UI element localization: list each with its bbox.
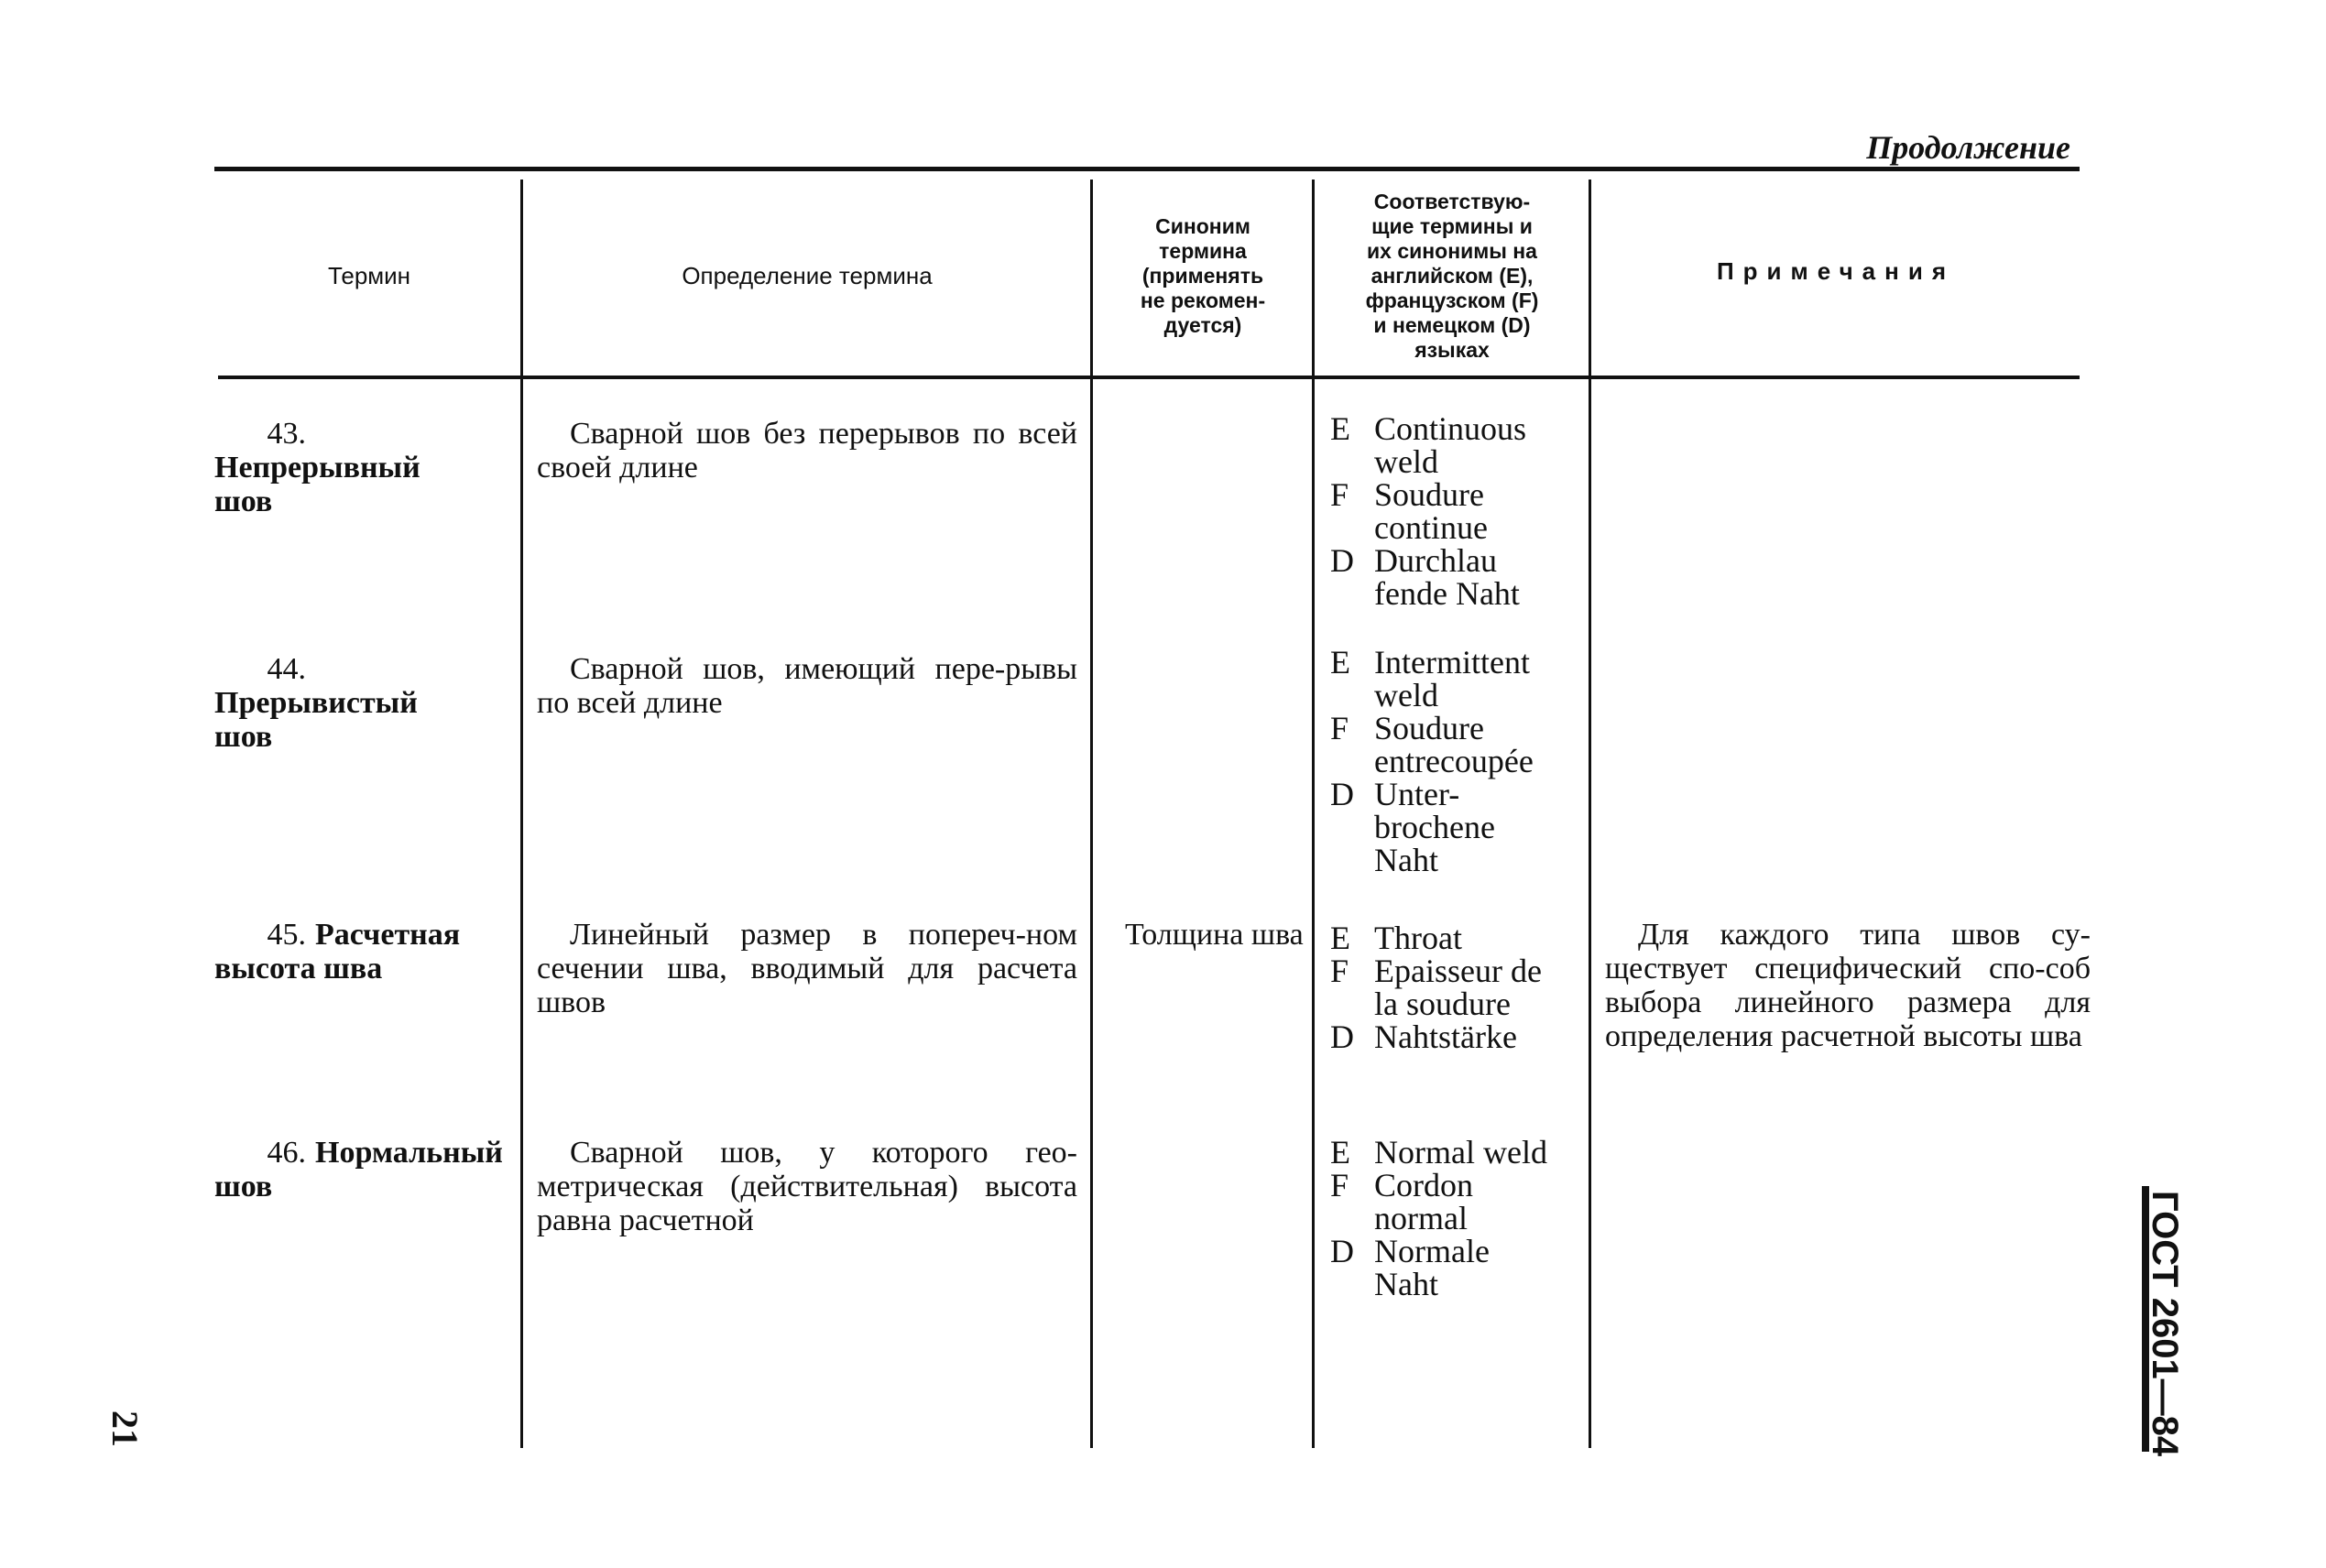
header-definition: Определение термина (682, 261, 933, 289)
lang-code: F (1330, 476, 1349, 513)
term-definition: Линейный размер в попереч-ном сечении шва, вводимый для расчета швов (537, 918, 1077, 1019)
equivalent-text: Intermittent weld (1374, 644, 1530, 713)
equivalent-text: Unter- brochene Naht (1374, 776, 1495, 878)
table-row-term (214, 1136, 509, 1203)
equivalent-text: Normal weld (1374, 1134, 1547, 1171)
equivalent-text: Epaisseur de la soudure (1374, 953, 1542, 1022)
term-number: 46. (267, 1136, 306, 1170)
standard-code: ГОСТ 2601—84 (2145, 1191, 2185, 1457)
column-divider-3 (1312, 180, 1315, 1448)
lang-code: E (1330, 1134, 1350, 1171)
term-name-cont: шов (214, 1170, 273, 1203)
page-number: 21 (104, 1410, 146, 1447)
column-divider-4 (1589, 180, 1591, 1448)
header-synonym: Синоним термина (применять не рекомен- дуется) (1140, 213, 1266, 337)
equivalent-text: Durchlau fende Naht (1374, 542, 1520, 612)
term-name: Непрерывный (214, 451, 420, 485)
term-name: Расчетная (315, 918, 461, 952)
term-equivalents (1330, 646, 1587, 877)
term-number: 44. (267, 652, 306, 686)
table-top-rule (214, 167, 2080, 171)
equivalent-text: Throat (1374, 920, 1462, 956)
term-definition: Сварной шов без перерывов по всей своей длине (537, 417, 1077, 485)
term-note: Для каждого типа швов су-ществует специфический спо-соб выбора линейного размера для определения расчетной высоты шва (1605, 918, 2091, 1053)
term-equivalents (1330, 412, 1587, 610)
lang-code: E (1330, 410, 1350, 447)
lang-code: D (1330, 1233, 1354, 1269)
term-synonym: Толщина шва (1125, 918, 1304, 952)
table-row-term (214, 652, 509, 754)
lang-code: D (1330, 776, 1354, 812)
term-number: 43. (267, 417, 306, 451)
header-term: Термин (327, 261, 411, 289)
equivalent-text: Continuous weld (1374, 410, 1527, 480)
term-definition: Сварной шов, имеющий пере-рывы по всей длине (537, 652, 1077, 720)
term-definition: Сварной шов, у которого гео-метрическая (действительная) высота равна расчетной (537, 1136, 1077, 1237)
header-notes: Примечания (1716, 256, 1955, 285)
term-equivalents (1330, 1136, 1587, 1301)
column-divider-2 (1090, 180, 1093, 1448)
lang-code: F (1330, 1167, 1349, 1203)
term-number: 45. (267, 918, 306, 952)
table-row-term (214, 918, 509, 985)
lang-code: D (1330, 1018, 1354, 1055)
header-equivalents: Соответствую- щие термины и их синонимы на английском (E), французском (F) и немецком (D) языках (1365, 189, 1539, 362)
lang-code: F (1330, 710, 1349, 746)
lang-code: E (1330, 920, 1350, 956)
header-bottom-rule (218, 376, 2080, 379)
term-name: Нормальный (315, 1136, 503, 1170)
equivalent-text: Soudure continue (1374, 476, 1488, 546)
equivalent-text: Soudure entrecoupée (1374, 710, 1534, 779)
lang-code: D (1330, 542, 1354, 579)
lang-code: E (1330, 644, 1350, 681)
term-name: Прерывистый (214, 686, 418, 720)
equivalent-text: Nahtstärke (1374, 1018, 1517, 1055)
continuation-label: Продолжение (1866, 129, 2070, 166)
term-name-cont: шов (214, 485, 273, 518)
table-row-term (214, 417, 509, 518)
term-name-cont: шов (214, 720, 273, 754)
term-equivalents (1330, 921, 1587, 1053)
equivalent-text: Normale Naht (1374, 1233, 1490, 1302)
lang-code: F (1330, 953, 1349, 989)
term-name-cont: высота шва (214, 952, 383, 985)
equivalent-text: Cordon normal (1374, 1167, 1473, 1236)
column-divider-1 (520, 180, 523, 1448)
